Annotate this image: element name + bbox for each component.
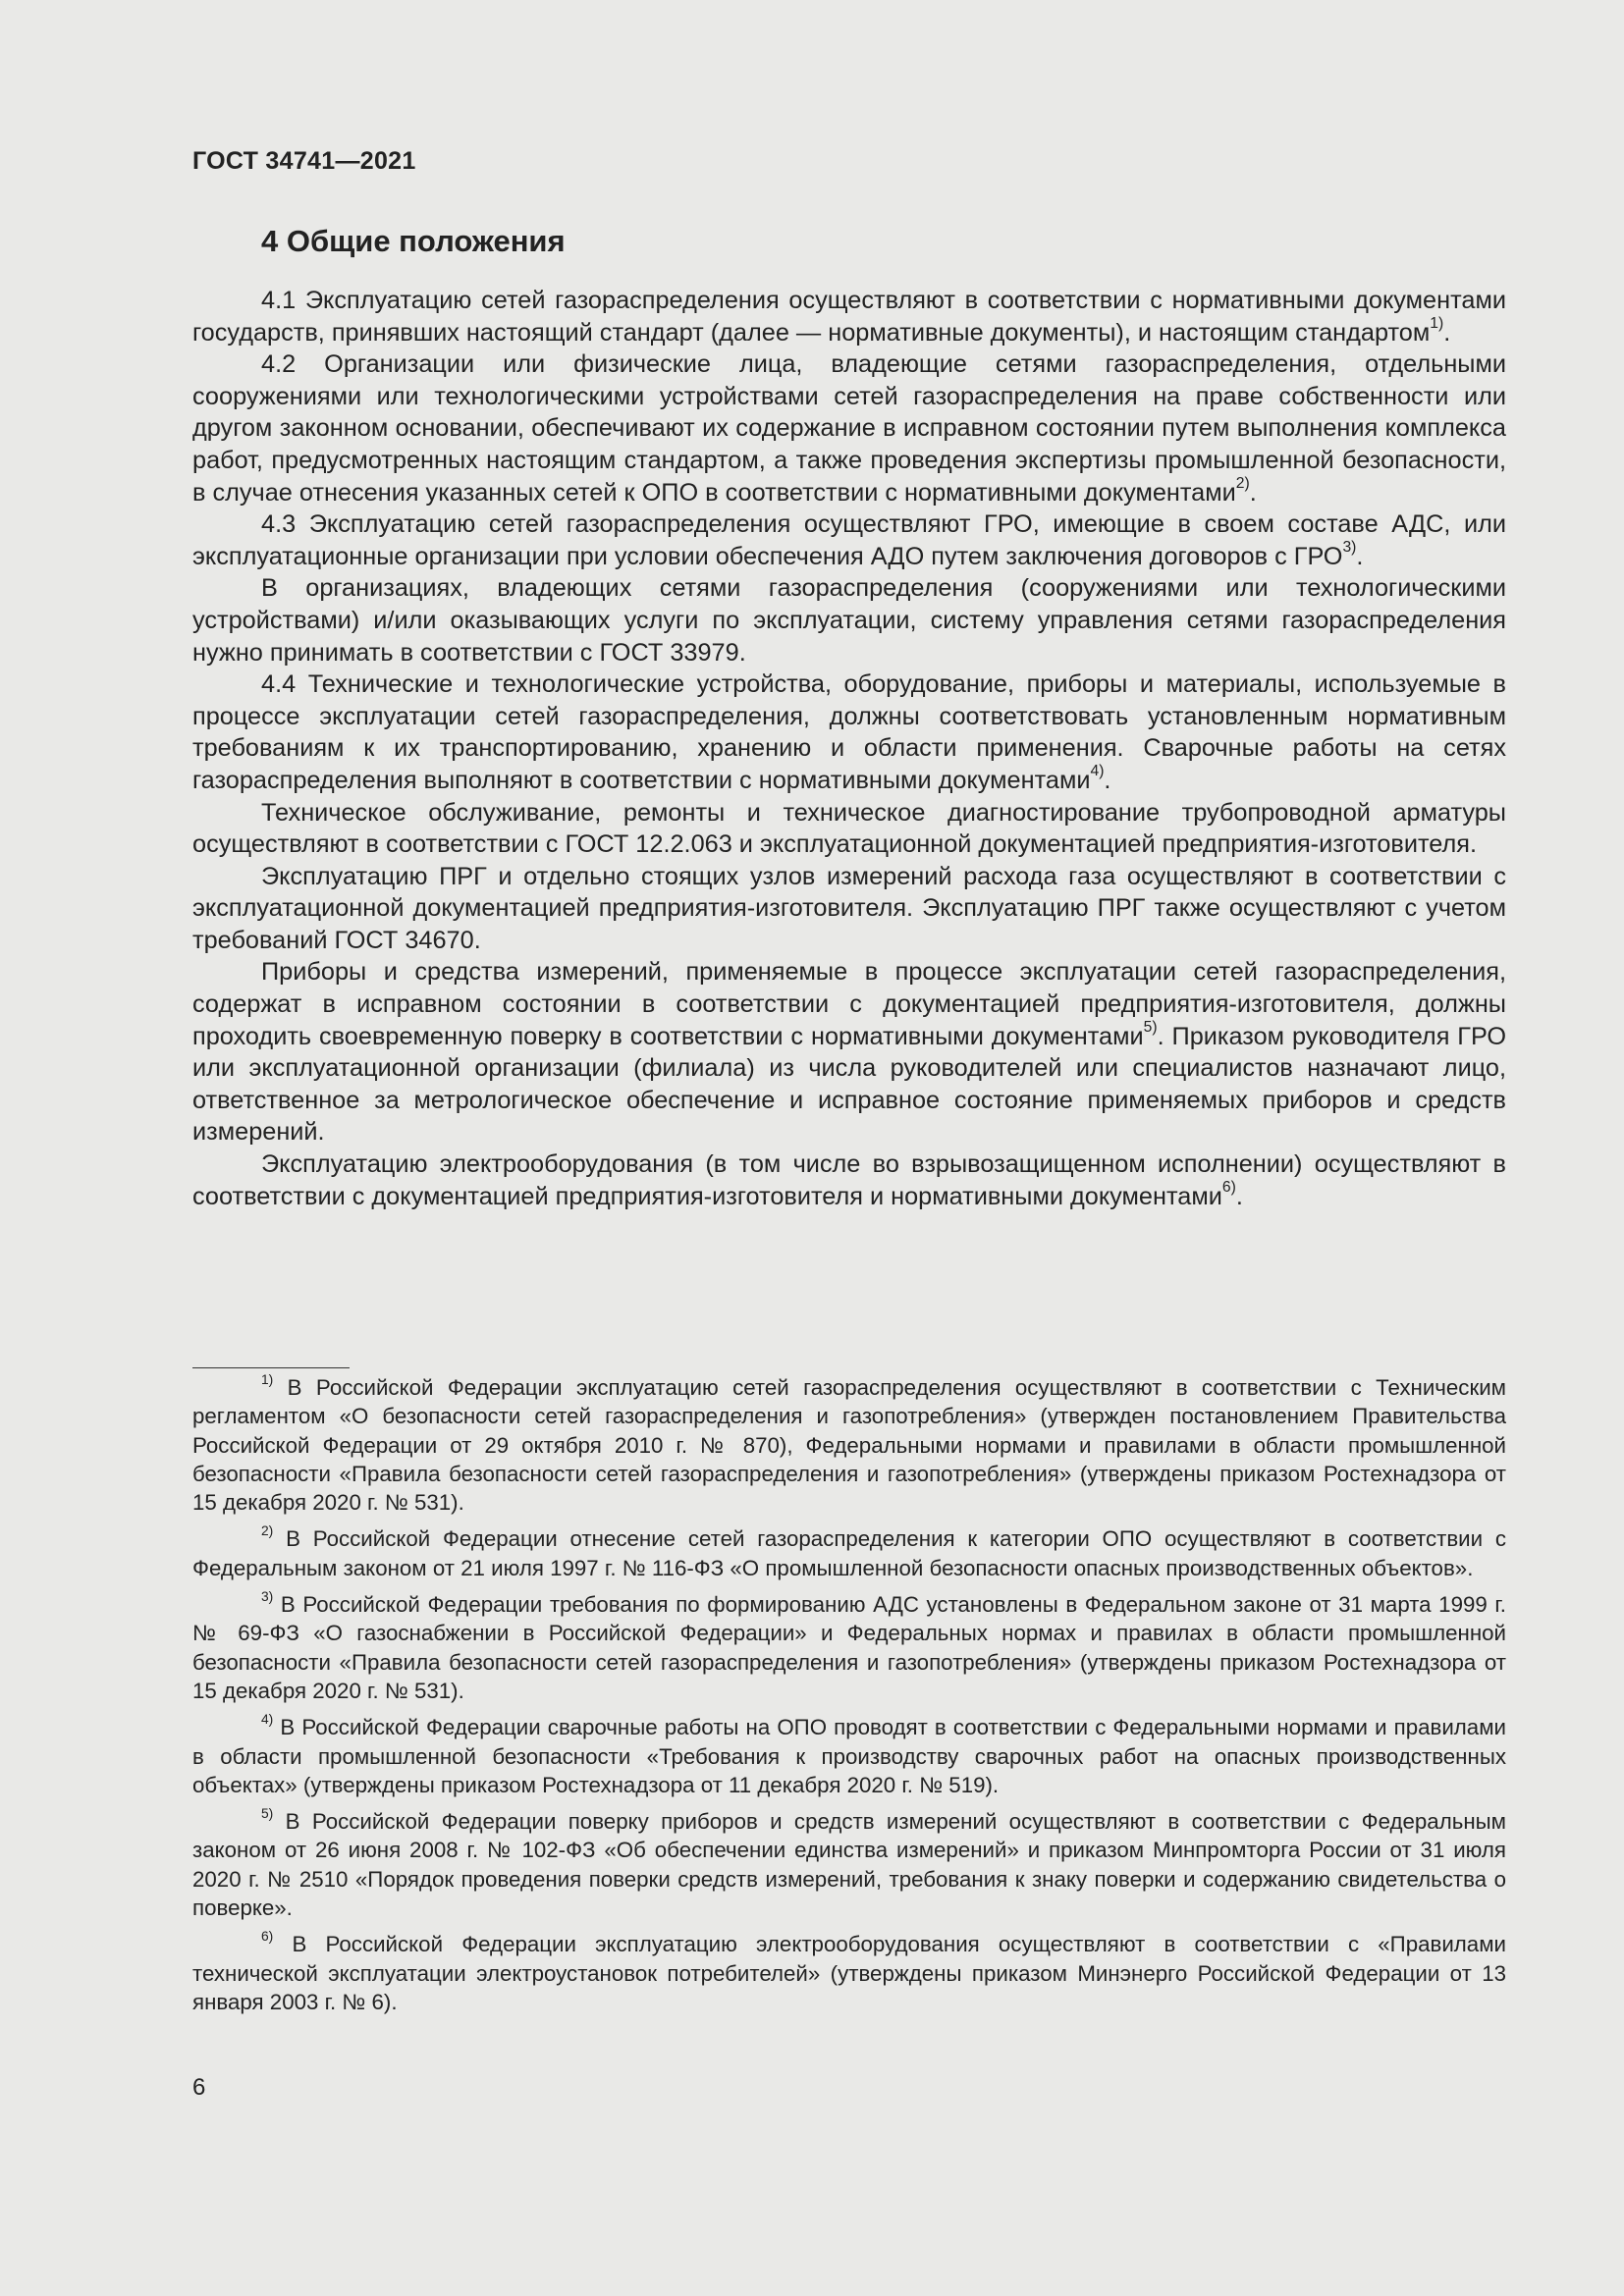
footnote-mark: 2) [261, 1522, 274, 1539]
paragraph: 4.4 Технические и технологические устройства, оборудование, приборы и материалы, используемые в процессе эксплуатации сетей газораспределения, должны соответствовать установленным нормативным требованиям к их транспортированию, хранению и области применения. Сварочные работы на сетях газораспределения выполняют в соответствии с нормативными документами$^{4)}$. [192, 670, 1506, 794]
footnote: $^{4)}$ В Российской Федерации сварочные работы на ОПО проводят в соответствии с Федеральными нормами и правилами в области промышленной безопасности «Требования к производству сварочных работ на опасных производственных объектах» (утверждены приказом Ростехнадзора от 11 декабря 2020 г. № 519). [192, 1711, 1506, 1797]
footnote-ref[interactable]: 3) [1342, 539, 1357, 557]
footnote-ref[interactable]: 4) [1090, 763, 1105, 780]
footnote: $^{1)}$ В Российской Федерации эксплуатацию сетей газораспределения осуществляют в соответствии с Техническим регламентом «О безопасности сетей газораспределения и газопотребления» (утвержден постановлением Правительства Российской Федерации от 29 октября 2010 г. № 870), Федеральными нормами и правилами в области промышленной безопасности «Правила безопасности сетей газораспределения и газопотребления» (утверждены приказом Ростехнадзора от 15 декабря 2020 г. № 531). [192, 1370, 1506, 1516]
footnote-mark: 4) [261, 1711, 274, 1728]
footnote-mark: 6) [261, 1928, 274, 1945]
footnote-mark: 1) [261, 1370, 274, 1387]
footnote-divider [192, 1367, 350, 1368]
paragraph: Эксплуатацию ПРГ и отдельно стоящих узлов измерений расхода газа осуществляют в соответствии с эксплуатационной документацией предприятия-изготовителя. Эксплуатацию ПРГ также осуществляют с учетом требований ГОСТ 34670. [192, 862, 1506, 954]
paragraph: Эксплуатацию электрооборудования (в том числе во взрывозащищенном исполнении) осуществляют в соответствии с документацией предприятия-изготовителя и нормативными документами$^{6)}$. [192, 1150, 1506, 1210]
paragraph: В организациях, владеющих сетями газораспределения (сооружениями или технологическими устройствами) и/или оказывающих услуги по эксплуатации, систему управления сетями газораспределения нужно принимать в соответствии с ГОСТ 33979. [192, 574, 1506, 667]
document-code: ГОСТ 34741—2021 [192, 147, 416, 175]
paragraph: Приборы и средства измерений, применяемые в процессе эксплуатации сетей газораспределения, содержат в исправном состоянии в соответствии с документацией предприятия-изготовителя, должны проходить своевременную поверку в соответствии с нормативными документами$^{5)}$. Приказом руководителя ГРО или эксплуатационной организации (филиала) из числа руководителей или специалистов назначают лицо, ответственное за метрологическое обеспечение и исправное состояние применяемых приборов и средств измерений. [192, 958, 1506, 1147]
footnote: $^{2)}$ В Российской Федерации отнесение сетей газораспределения к категории ОПО осуществляют в соответствии с Федеральным законом от 21 июля 1997 г. № 116-ФЗ «О промышленной безопасности опасных производственных объектов». [192, 1522, 1506, 1580]
page-number: 6 [192, 2074, 206, 2101]
footnote-ref[interactable]: 6) [1221, 1179, 1236, 1197]
paragraph: 4.1 Эксплуатацию сетей газораспределения осуществляют в соответствии с нормативными документами государств, принявших настоящий стандарт (далее — нормативные документы), и настоящим стандартом$^{1)}$. [192, 287, 1506, 347]
footnote-ref[interactable]: 1) [1430, 315, 1444, 333]
section-body [192, 285, 1506, 1212]
footnote-ref[interactable]: 2) [1235, 475, 1250, 493]
footnote-mark: 3) [261, 1587, 274, 1604]
paragraph: Техническое обслуживание, ремонты и техническое диагностирование трубопроводной арматуры осуществляют в соответствии с ГОСТ 12.2.063 и эксплуатационной документацией предприятия-изготовителя. [192, 798, 1506, 859]
section-title: 4 Общие положения [261, 224, 566, 258]
paragraph: 4.3 Эксплуатацию сетей газораспределения осуществляют ГРО, имеющие в своем составе АДС, или эксплуатационные организации при условии обеспечения АДО путем заключения договоров с ГРО$^{3)}$. [192, 510, 1506, 570]
footnote-ref[interactable]: 5) [1143, 1019, 1158, 1037]
footnote: $^{3)}$ В Российской Федерации требования по формированию АДС установлены в Федеральном законе от 31 марта 1999 г. № 69-ФЗ «О газоснабжении в Российской Федерации» и Федеральных нормах и правилах в области промышленной безопасности «Правила безопасности сетей газораспределения и газопотребления» (утверждены приказом Ростехнадзора от 15 декабря 2020 г. № 531). [192, 1587, 1506, 1703]
paragraph: 4.2 Организации или физические лица, владеющие сетями газораспределения, отдельными сооружениями или технологическими устройствами сетей газораспределения на праве собственности или другом законном основании, обеспечивают их содержание в исправном состоянии путем выполнения комплекса работ, предусмотренных настоящим стандартом, а также проведения экспертизы промышленной безопасности, в случае отнесения указанных сетей к ОПО в соответствии с нормативными документами$^{2)}$. [192, 350, 1506, 507]
footnotes [192, 1370, 1506, 2024]
footnote-mark: 5) [261, 1804, 274, 1821]
footnote: $^{6)}$ В Российской Федерации эксплуатацию электрооборудования осуществляют в соответствии с «Правилами технической эксплуатации электроустановок потребителей» (утверждены приказом Минэнерго Российской Федерации от 13 января 2003 г. № 6). [192, 1928, 1506, 2014]
footnote: $^{5)}$ В Российской Федерации поверку приборов и средств измерений осуществляют в соответствии с Федеральным законом от 26 июня 2008 г. № 102-ФЗ «Об обеспечении единства измерений» и приказом Минпромторга России от 31 июля 2020 г. № 2510 «Порядок проведения поверки средств измерений, требования к знаку поверки и содержанию свидетельства о поверке». [192, 1804, 1506, 1921]
